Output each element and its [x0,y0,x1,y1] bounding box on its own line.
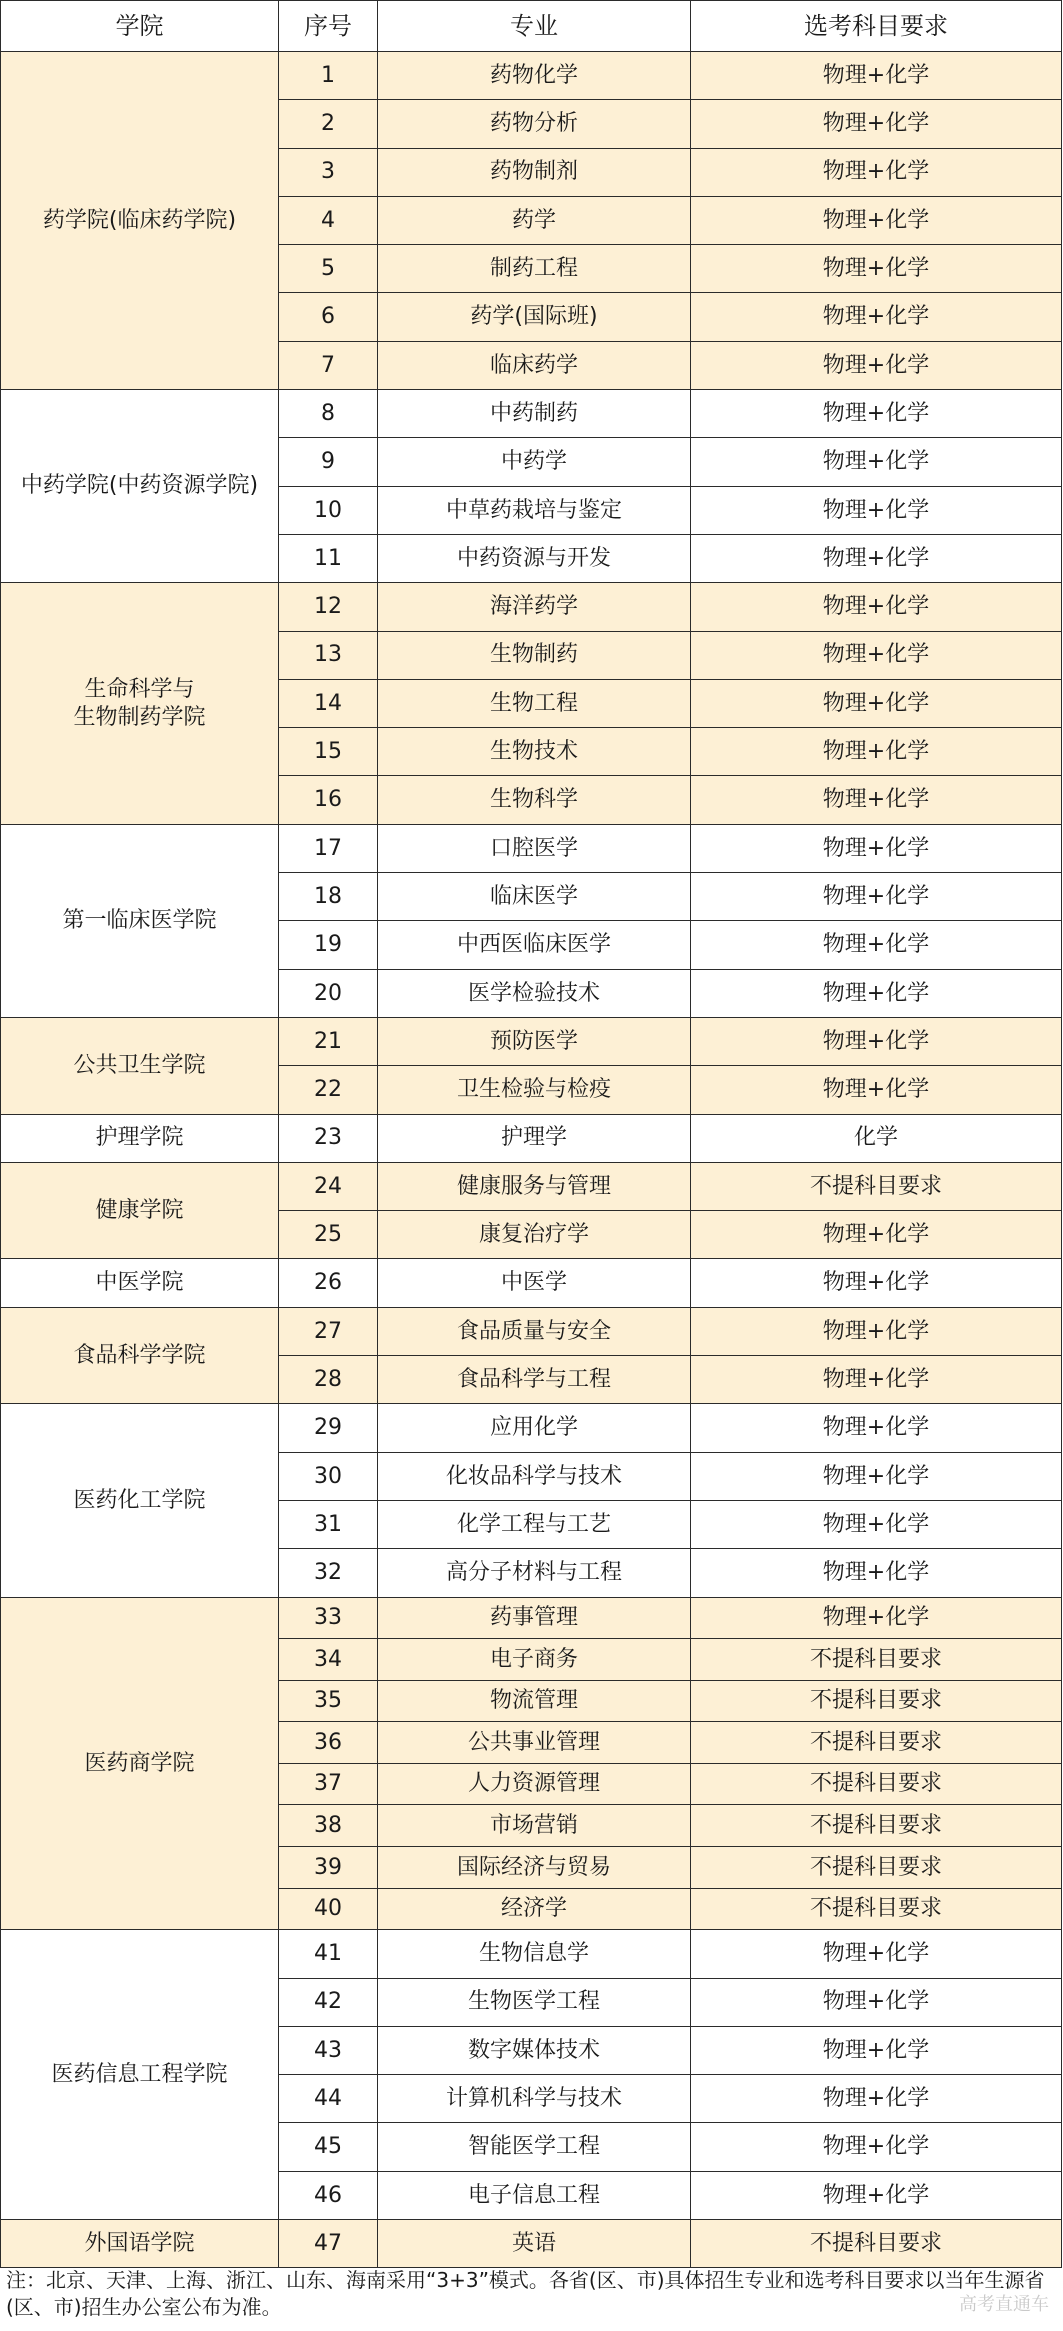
requirement-cell: 物理+化学 [691,679,1062,727]
major-cell: 生物医学工程 [378,1978,691,2026]
number-cell: 25 [279,1211,378,1259]
requirement-cell: 不提科目要求 [691,1888,1062,1930]
table-body [1,52,1062,2268]
major-cell: 药学 [378,196,691,244]
table-row [1,1404,1062,1452]
number-cell: 44 [279,2075,378,2123]
major-cell: 中草药栽培与鉴定 [378,486,691,534]
number-cell: 5 [279,245,378,293]
requirement-cell: 物理+化学 [691,196,1062,244]
requirement-cell: 物理+化学 [691,728,1062,776]
major-cell: 市场营销 [378,1805,691,1847]
requirement-cell: 物理+化学 [691,1978,1062,2026]
requirement-cell: 物理+化学 [691,1930,1062,1978]
college-cell: 中药学院(中药资源学院) [1,390,279,583]
number-cell: 27 [279,1307,378,1355]
major-cell: 药事管理 [378,1597,691,1639]
requirement-cell: 物理+化学 [691,1307,1062,1355]
number-cell: 47 [279,2220,378,2268]
college-cell: 医药化工学院 [1,1404,279,1597]
table-row [1,1307,1062,1355]
requirement-cell: 物理+化学 [691,2075,1062,2123]
requirement-cell: 物理+化学 [691,1452,1062,1500]
requirement-cell: 物理+化学 [691,534,1062,582]
table-row [1,390,1062,438]
table-row [1,824,1062,872]
table-row [1,583,1062,631]
requirement-cell: 物理+化学 [691,873,1062,921]
major-cell: 应用化学 [378,1404,691,1452]
number-cell: 1 [279,52,378,100]
major-cell: 医学检验技术 [378,969,691,1017]
major-cell: 国际经济与贸易 [378,1847,691,1889]
requirement-cell: 物理+化学 [691,776,1062,824]
table-row [1,1930,1062,1978]
requirement-cell: 物理+化学 [691,1404,1062,1452]
requirement-cell: 物理+化学 [691,2171,1062,2219]
requirement-cell: 物理+化学 [691,1211,1062,1259]
number-cell: 35 [279,1680,378,1722]
major-cell: 口腔医学 [378,824,691,872]
requirement-cell: 物理+化学 [691,148,1062,196]
number-cell: 11 [279,534,378,582]
requirement-cell: 物理+化学 [691,438,1062,486]
requirement-cell: 物理+化学 [691,1356,1062,1404]
college-cell: 护理学院 [1,1114,279,1162]
requirement-cell: 物理+化学 [691,390,1062,438]
major-cell: 中药制药 [378,390,691,438]
requirement-cell: 物理+化学 [691,1259,1062,1307]
number-cell: 43 [279,2026,378,2074]
number-cell: 20 [279,969,378,1017]
requirement-cell: 不提科目要求 [691,1680,1062,1722]
number-cell: 12 [279,583,378,631]
major-cell: 预防医学 [378,1017,691,1065]
major-cell: 智能医学工程 [378,2123,691,2171]
number-cell: 41 [279,1930,378,1978]
major-cell: 公共事业管理 [378,1722,691,1764]
number-cell: 26 [279,1259,378,1307]
major-cell: 临床医学 [378,873,691,921]
requirement-cell: 物理+化学 [691,2123,1062,2171]
requirement-cell: 物理+化学 [691,293,1062,341]
requirement-cell: 物理+化学 [691,2026,1062,2074]
number-cell: 16 [279,776,378,824]
major-cell: 临床药学 [378,341,691,389]
number-cell: 21 [279,1017,378,1065]
major-cell: 化妆品科学与技术 [378,1452,691,1500]
number-cell: 30 [279,1452,378,1500]
requirement-cell: 物理+化学 [691,100,1062,148]
number-cell: 33 [279,1597,378,1639]
major-cell: 经济学 [378,1888,691,1930]
number-cell: 14 [279,679,378,727]
number-cell: 39 [279,1847,378,1889]
major-cell: 生物制药 [378,631,691,679]
number-cell: 15 [279,728,378,776]
major-cell: 生物技术 [378,728,691,776]
number-cell: 7 [279,341,378,389]
requirement-cell: 不提科目要求 [691,1763,1062,1805]
number-cell: 18 [279,873,378,921]
header-number: 序号 [279,1,378,52]
number-cell: 24 [279,1162,378,1210]
college-cell: 中医学院 [1,1259,279,1307]
requirement-cell: 物理+化学 [691,245,1062,293]
table-row [1,1597,1062,1639]
number-cell: 46 [279,2171,378,2219]
major-cell: 护理学 [378,1114,691,1162]
major-cell: 药物制剂 [378,148,691,196]
major-cell: 数字媒体技术 [378,2026,691,2074]
major-cell: 化学工程与工艺 [378,1500,691,1548]
table-header-row [1,1,1062,52]
number-cell: 3 [279,148,378,196]
requirement-cell: 不提科目要求 [691,1639,1062,1681]
number-cell: 19 [279,921,378,969]
requirement-cell: 物理+化学 [691,52,1062,100]
number-cell: 36 [279,1722,378,1764]
number-cell: 45 [279,2123,378,2171]
requirement-cell: 物理+化学 [691,1500,1062,1548]
major-cell: 生物科学 [378,776,691,824]
major-cell: 药物化学 [378,52,691,100]
major-cell: 制药工程 [378,245,691,293]
number-cell: 10 [279,486,378,534]
table-row [1,1162,1062,1210]
college-cell: 外国语学院 [1,2220,279,2268]
college-cell: 医药信息工程学院 [1,1930,279,2220]
requirement-cell: 物理+化学 [691,1549,1062,1597]
major-cell: 中药学 [378,438,691,486]
table-row [1,1259,1062,1307]
major-cell: 中医学 [378,1259,691,1307]
major-cell: 中西医临床医学 [378,921,691,969]
major-cell: 电子商务 [378,1639,691,1681]
table-row [1,1114,1062,1162]
requirement-cell: 物理+化学 [691,969,1062,1017]
major-cell: 物流管理 [378,1680,691,1722]
requirement-cell: 不提科目要求 [691,2220,1062,2268]
major-cell: 中药资源与开发 [378,534,691,582]
college-cell: 健康学院 [1,1162,279,1259]
number-cell: 40 [279,1888,378,1930]
major-cell: 电子信息工程 [378,2171,691,2219]
watermark: 高考直通车 [959,2294,1049,2315]
number-cell: 34 [279,1639,378,1681]
requirement-cell: 物理+化学 [691,1597,1062,1639]
header-requirement: 选考科目要求 [691,1,1062,52]
college-cell: 公共卫生学院 [1,1017,279,1114]
college-cell: 药学院(临床药学院) [1,52,279,390]
major-cell: 生物工程 [378,679,691,727]
major-cell: 药学(国际班) [378,293,691,341]
table-row [1,52,1062,100]
number-cell: 23 [279,1114,378,1162]
number-cell: 17 [279,824,378,872]
major-cell: 人力资源管理 [378,1763,691,1805]
number-cell: 42 [279,1978,378,2026]
major-cell: 英语 [378,2220,691,2268]
college-cell: 生命科学与 生物制药学院 [1,583,279,824]
number-cell: 22 [279,1066,378,1114]
table-row [1,2220,1062,2268]
number-cell: 9 [279,438,378,486]
number-cell: 6 [279,293,378,341]
requirement-cell: 物理+化学 [691,486,1062,534]
major-cell: 食品质量与安全 [378,1307,691,1355]
major-cell: 食品科学与工程 [378,1356,691,1404]
requirement-cell: 物理+化学 [691,631,1062,679]
header-major: 专业 [378,1,691,52]
footnote: 注：北京、天津、上海、浙江、山东、海南采用“3+3”模式。各省(区、市)具体招生专业和选考科目要求以当年生源省(区、市)招生办公室公布为准。 [6,2268,1045,2319]
major-cell: 海洋药学 [378,583,691,631]
requirement-cell: 物理+化学 [691,1017,1062,1065]
requirement-cell: 物理+化学 [691,1066,1062,1114]
requirement-cell: 不提科目要求 [691,1162,1062,1210]
number-cell: 4 [279,196,378,244]
major-cell: 卫生检验与检疫 [378,1066,691,1114]
requirement-cell: 物理+化学 [691,341,1062,389]
college-cell: 食品科学学院 [1,1307,279,1404]
requirement-cell: 物理+化学 [691,921,1062,969]
number-cell: 38 [279,1805,378,1847]
major-cell: 健康服务与管理 [378,1162,691,1210]
major-cell: 药物分析 [378,100,691,148]
requirement-cell: 物理+化学 [691,824,1062,872]
number-cell: 13 [279,631,378,679]
number-cell: 29 [279,1404,378,1452]
requirement-cell: 物理+化学 [691,583,1062,631]
major-cell: 康复治疗学 [378,1211,691,1259]
requirement-cell: 化学 [691,1114,1062,1162]
header-college: 学院 [1,1,279,52]
number-cell: 31 [279,1500,378,1548]
major-cell: 高分子材料与工程 [378,1549,691,1597]
college-cell: 第一临床医学院 [1,824,279,1017]
number-cell: 37 [279,1763,378,1805]
number-cell: 2 [279,100,378,148]
college-cell: 医药商学院 [1,1597,279,1930]
requirement-cell: 不提科目要求 [691,1722,1062,1764]
requirement-cell: 不提科目要求 [691,1847,1062,1889]
requirement-cell: 不提科目要求 [691,1805,1062,1847]
table-row [1,1017,1062,1065]
major-cell: 生物信息学 [378,1930,691,1978]
number-cell: 32 [279,1549,378,1597]
number-cell: 28 [279,1356,378,1404]
number-cell: 8 [279,390,378,438]
major-cell: 计算机科学与技术 [378,2075,691,2123]
